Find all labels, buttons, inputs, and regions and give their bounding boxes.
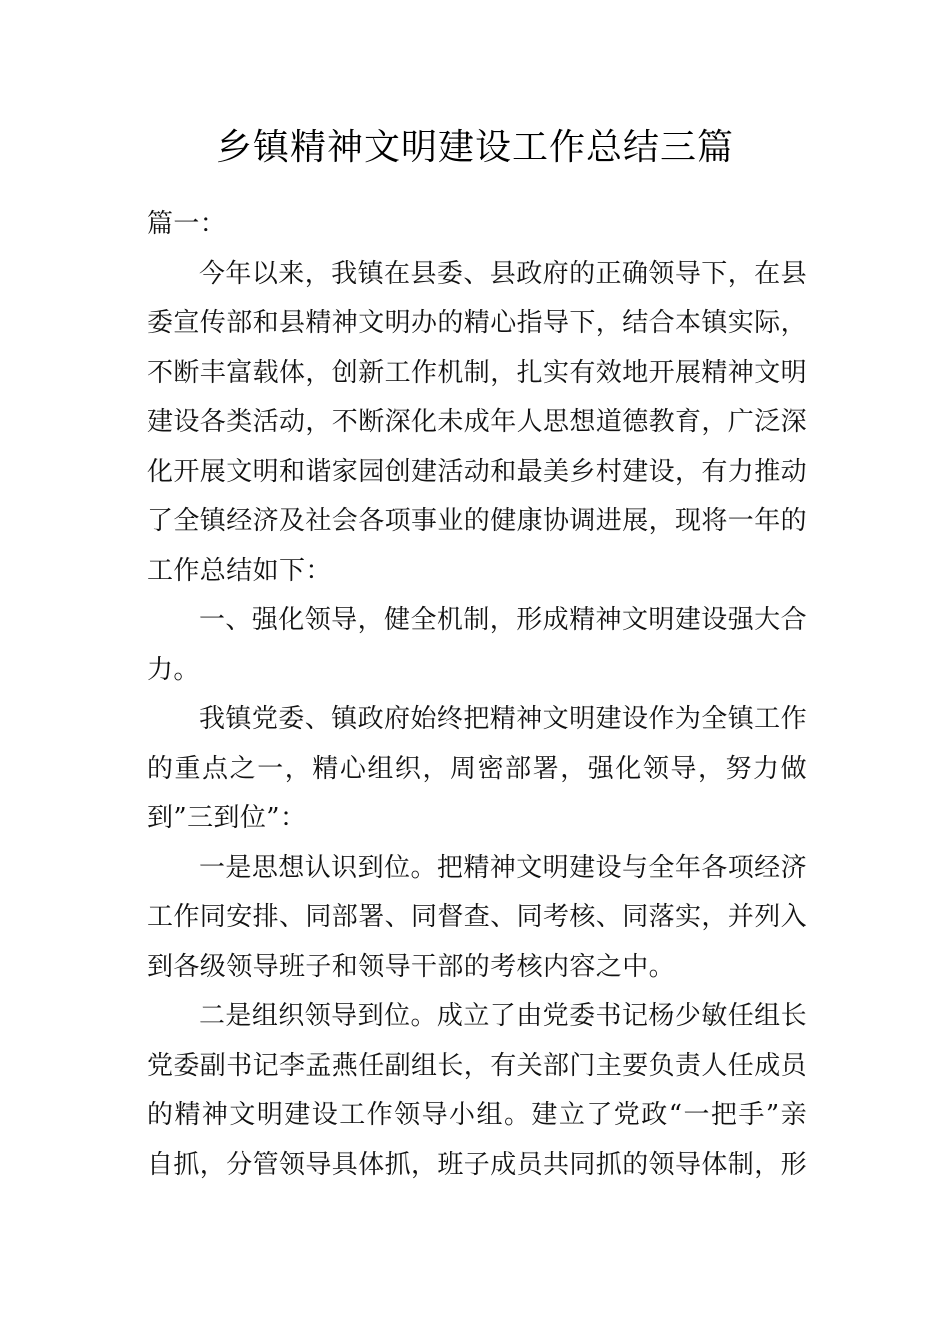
- body-paragraph: 一是思想认识到位。把精神文明建设与全年各项经济工作同安排、同部署、同督查、同考核、同落实，并列入到各级领导班子和领导干部的考核内容之中。: [147, 852, 808, 982]
- document-title: 乡镇精神文明建设工作总结三篇: [215, 127, 734, 168]
- body-paragraph: 我镇党委、镇政府始终把精神文明建设作为全镇工作的重点之一，精心组织，周密部署，强化领导，努力做到”三到位”：: [147, 704, 807, 833]
- document-body: [147, 200, 807, 1190]
- section-heading: 一、强化领导，健全机制，形成精神文明建设强大合力。: [147, 605, 807, 685]
- intro-paragraph: 今年以来，我镇在县委、县政府的正确领导下，在县委宣传部和县精神文明办的精心指导下，结合本镇实际，不断丰富载体，创新工作机制，扎实有效地开展精神文明建设各类活动，不断深化未成年人思想道德教育，广泛深化开展文明和谐家园创建活动和最美乡村建设，有力推动了全镇经济及社会各项事业的健康协调进展，现将一年的工作总结如下：: [147, 258, 808, 586]
- section-label: 篇一：: [147, 209, 227, 239]
- body-paragraph: 二是组织领导到位。成立了由党委书记杨少敏任组长党委副书记李孟燕任副组长，有关部门主要负责人任成员的精神文明建设工作领导小组。建立了党政“一把手”亲自抓，分管领导具体抓，班子成员共同抓的领导体制，形: [147, 1001, 808, 1180]
